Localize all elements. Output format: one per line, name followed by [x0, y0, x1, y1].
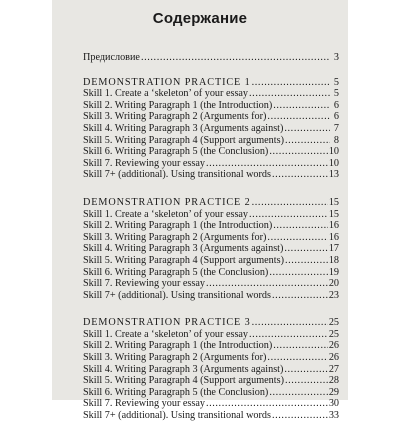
toc-entry-page: 10	[328, 157, 339, 169]
section-title: DEMONSTRATION PRACTICE 3	[83, 317, 251, 329]
toc-entry-page: 16	[328, 231, 339, 243]
dot-leader	[206, 398, 328, 410]
toc-entry	[83, 88, 339, 100]
toc-entry-page: 16	[328, 220, 339, 232]
toc-entry-label: Skill 7+ (additional). Using transitional words	[83, 289, 271, 301]
dot-leader	[285, 135, 330, 147]
toc-entry	[83, 340, 339, 352]
toc-entry	[83, 100, 339, 112]
toc-entry-page: 25	[328, 328, 339, 340]
toc-entry-page: 6	[333, 111, 339, 123]
table-of-contents	[83, 52, 339, 422]
toc-entry-label: Skill 7+ (additional). Using transitional words	[83, 169, 271, 181]
toc-entry-label: Skill 7+ (additional). Using transitional words	[83, 410, 271, 422]
toc-entry-label: Skill 1. Create a ‘skeleton’ of your essay	[83, 208, 249, 220]
dot-leader	[285, 375, 328, 387]
dot-leader	[249, 329, 328, 341]
dot-leader	[273, 100, 330, 112]
toc-entry-preface	[83, 52, 339, 64]
dot-leader	[285, 255, 328, 267]
dot-leader	[267, 232, 327, 244]
dot-leader	[269, 387, 328, 399]
toc-entry	[83, 111, 339, 123]
toc-entry-page: 30	[328, 398, 339, 410]
book-page	[52, 0, 348, 422]
dot-leader	[284, 123, 330, 135]
dot-leader	[252, 317, 328, 329]
toc-entry-label: Skill 2. Writing Paragraph 1 (the Introduction)	[83, 220, 273, 232]
section-page: 15	[328, 196, 339, 208]
toc-entry-page: 20	[328, 278, 339, 290]
toc-entry	[83, 232, 339, 244]
toc-entry	[83, 267, 339, 279]
dot-leader	[273, 220, 328, 232]
dot-leader	[252, 197, 328, 209]
toc-entry-label: Предисловие	[83, 52, 140, 63]
toc-entry	[83, 209, 339, 221]
dot-leader	[141, 52, 330, 64]
toc-entry	[83, 169, 339, 181]
toc-entry-page: 7	[333, 122, 339, 134]
dot-leader	[269, 146, 328, 158]
toc-entry-label: Skill 5. Writing Paragraph 4 (Support arguments)	[83, 375, 284, 387]
toc-entry	[83, 278, 339, 290]
toc-entry-page: 26	[328, 340, 339, 352]
toc-entry	[83, 364, 339, 376]
toc-entry-page: 33	[328, 410, 339, 422]
toc-entry-label: Skill 4. Writing Paragraph 3 (Arguments against)	[83, 363, 284, 375]
toc-entry-page: 13	[328, 169, 339, 181]
toc-entry-page: 29	[328, 386, 339, 398]
dot-leader	[272, 410, 328, 422]
toc-entry-label: Skill 2. Writing Paragraph 1 (the Introduction)	[83, 99, 273, 111]
toc-entry-label: Skill 3. Writing Paragraph 2 (Arguments for)	[83, 231, 267, 243]
toc-entry-label: Skill 6. Writing Paragraph 5 (the Conclusion)	[83, 386, 269, 398]
toc-entry-page: 10	[328, 146, 339, 158]
toc-entry	[83, 290, 339, 302]
toc-entry-label: Skill 3. Writing Paragraph 2 (Arguments for)	[83, 352, 267, 364]
dot-leader	[249, 88, 330, 100]
toc-entry	[83, 410, 339, 422]
toc-entry-label: Skill 1. Create a ‘skeleton’ of your essay	[83, 328, 249, 340]
toc-entry-page: 27	[328, 363, 339, 375]
dot-leader	[272, 169, 328, 181]
section-page: 25	[328, 317, 339, 329]
toc-entry-label: Skill 7. Reviewing your essay	[83, 157, 205, 169]
toc-entry-page: 23	[328, 289, 339, 301]
dot-leader	[252, 77, 330, 89]
dot-leader	[249, 209, 328, 221]
toc-entry-label: Skill 7. Reviewing your essay	[83, 398, 205, 410]
dot-leader	[273, 340, 328, 352]
toc-entry-page: 26	[328, 352, 339, 364]
toc-entry	[83, 329, 339, 341]
toc-entry-label: Skill 5. Writing Paragraph 4 (Support arguments)	[83, 254, 284, 266]
toc-entry-label: Skill 6. Writing Paragraph 5 (the Conclusion)	[83, 146, 269, 158]
toc-entry	[83, 352, 339, 364]
dot-leader	[206, 158, 328, 170]
toc-entry-label: Skill 2. Writing Paragraph 1 (the Introduction)	[83, 340, 273, 352]
toc-entry	[83, 146, 339, 158]
toc-entry-label: Skill 1. Create a ‘skeleton’ of your essay	[83, 88, 249, 100]
section-page: 5	[333, 76, 339, 88]
dot-leader	[267, 352, 327, 364]
dot-leader	[269, 267, 328, 279]
dot-leader	[267, 111, 330, 123]
toc-entry	[83, 255, 339, 267]
toc-entry	[83, 398, 339, 410]
dot-leader	[206, 278, 328, 290]
toc-entry-label: Skill 4. Writing Paragraph 3 (Arguments against)	[83, 243, 284, 255]
toc-entry	[83, 375, 339, 387]
toc-entry-label: Skill 6. Writing Paragraph 5 (the Conclusion)	[83, 266, 269, 278]
toc-entry-page: 15	[328, 208, 339, 220]
dot-leader	[284, 364, 327, 376]
toc-entry	[83, 123, 339, 135]
toc-entry-page: 6	[333, 99, 339, 111]
toc-section-3	[83, 317, 339, 329]
toc-entry-page: 5	[333, 88, 339, 100]
toc-entry-page: 28	[328, 375, 339, 387]
toc-entry	[83, 220, 339, 232]
toc-entry-page: 18	[328, 254, 339, 266]
toc-heading: Содержание	[152, 10, 248, 27]
dot-leader	[284, 243, 327, 255]
toc-entry	[83, 387, 339, 399]
toc-entry-page: 3	[333, 52, 339, 63]
toc-section-1	[83, 77, 339, 89]
section-title: DEMONSTRATION PRACTICE 2	[83, 196, 251, 208]
toc-entry-label: Skill 4. Writing Paragraph 3 (Arguments against)	[83, 122, 284, 134]
toc-entry-page: 8	[333, 134, 339, 146]
toc-entry	[83, 243, 339, 255]
section-title: DEMONSTRATION PRACTICE 1	[83, 76, 251, 88]
toc-entry-label: Skill 3. Writing Paragraph 2 (Arguments for)	[83, 111, 267, 123]
toc-entry-label: Skill 7. Reviewing your essay	[83, 278, 205, 290]
toc-entry	[83, 158, 339, 170]
toc-entry-page: 17	[328, 243, 339, 255]
toc-section-2	[83, 197, 339, 209]
toc-entry-label: Skill 5. Writing Paragraph 4 (Support arguments)	[83, 134, 284, 146]
toc-entry-page: 19	[328, 266, 339, 278]
toc-entry	[83, 135, 339, 147]
dot-leader	[272, 290, 328, 302]
